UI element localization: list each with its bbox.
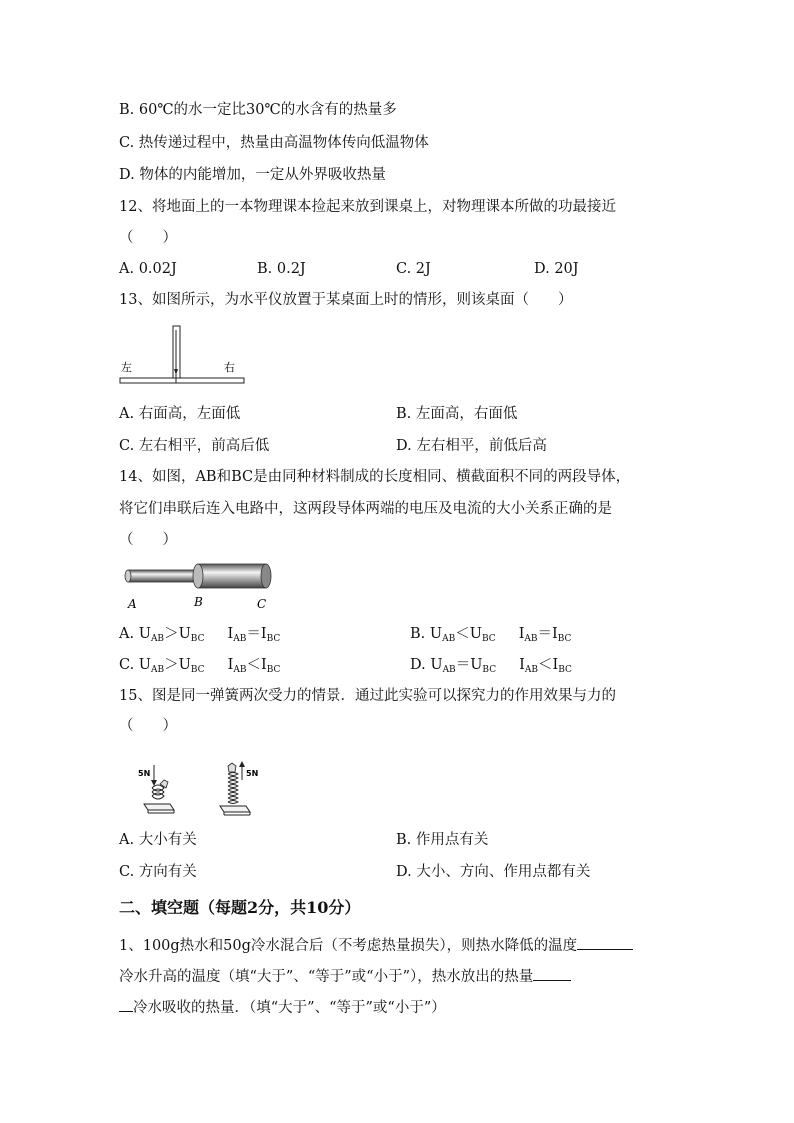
fill1-line1 — [119, 935, 633, 956]
q12-option-a: A. 0.02J — [119, 261, 177, 277]
answer-blank-1[interactable] — [577, 935, 633, 950]
section-heading: 二、填空题（每题2分，共10分） — [119, 898, 361, 917]
q14-option-b: B. $U_{AB}<U_{BC}$ $I_{AB}=I_{BC}$ — [410, 626, 572, 644]
q15-paren: （ ） — [119, 718, 177, 734]
fig-label-right: 右 — [224, 361, 235, 374]
q11-option-b: B. 60℃的水一定比30℃的水含有的热量多 — [119, 102, 397, 118]
fig-label-a: A — [128, 597, 137, 611]
q15-option-c: C. 方向有关 — [119, 864, 197, 880]
q12-stem: 12、将地面上的一本物理课本捡起来放到课桌上，对物理课本所做的功最接近 — [119, 199, 616, 215]
fill1-line3 — [119, 997, 446, 1018]
fig-force-left: 5N — [138, 769, 151, 778]
q12-option-c: C. 2J — [396, 261, 431, 277]
q15-option-d: D. 大小、方向、作用点都有关 — [396, 864, 591, 880]
q13-option-b: B. 左面高，右面低 — [396, 406, 518, 422]
q12-paren: （ ） — [119, 230, 177, 246]
q13-option-c: C. 左右相平，前高后低 — [119, 438, 270, 454]
q12-option-b: B. 0.2J — [257, 261, 306, 277]
fill1-line1-text: 1、100g热水和50g冷水混合后（不考虑热量损失），则热水降低的温度 — [119, 938, 578, 954]
q15-option-a: A. 大小有关 — [119, 832, 197, 848]
q15-option-b: B. 作用点有关 — [396, 832, 489, 848]
level-instrument-figure — [118, 322, 248, 388]
answer-blank-2a[interactable] — [533, 966, 571, 981]
fill1-line2 — [119, 966, 571, 987]
q11-option-c: C. 热传递过程中，热量由高温物体传向低温物体 — [119, 135, 429, 151]
fill1-line2-text: 冷水升高的温度（填“大于”、“等于”或“小于”），热水放出的热量 — [119, 969, 534, 985]
q13-option-d: D. 左右相平，前低后高 — [396, 438, 547, 454]
fill1-line3-text: 冷水吸收的热量．（填“大于”、“等于”或“小于”） — [133, 1000, 446, 1016]
fig-force-right: 5N — [246, 769, 259, 778]
q14-option-c: C. $U_{AB}>U_{BC}$ $I_{AB}<I_{BC}$ — [119, 657, 281, 675]
q14-option-d: D. $U_{AB}=U_{BC}$ $I_{AB}<I_{BC}$ — [410, 657, 572, 675]
conductor-figure — [122, 560, 272, 614]
q14-option-a: A. $U_{AB}>U_{BC}$ $I_{AB}=I_{BC}$ — [119, 626, 281, 644]
q13-option-a: A. 右面高，左面低 — [119, 406, 241, 422]
fig-label-b: B — [194, 595, 203, 609]
fig-label-left: 左 — [121, 361, 132, 374]
q14-paren: （ ） — [119, 532, 177, 548]
q13-stem: 13、如图所示，为水平仪放置于某桌面上时的情形，则该桌面（ ） — [119, 292, 573, 308]
answer-blank-2b[interactable] — [119, 997, 133, 1012]
fig-label-c: C — [257, 597, 267, 611]
q14-stem-line2: 将它们串联后连入电路中，这两段导体两端的电压及电流的大小关系正确的是 — [119, 501, 612, 517]
spring-figure — [136, 760, 271, 822]
q11-option-d: D. 物体的内能增加，一定从外界吸收热量 — [119, 167, 386, 183]
q15-stem: 15、图是同一弹簧两次受力的情景．通过此实验可以探究力的作用效果与力的 — [119, 688, 616, 704]
q12-option-d: D. 20J — [534, 261, 579, 277]
q14-stem-line1: 14、如图，AB和BC是由同种材料制成的长度相同、横截面积不同的两段导体， — [119, 469, 631, 485]
